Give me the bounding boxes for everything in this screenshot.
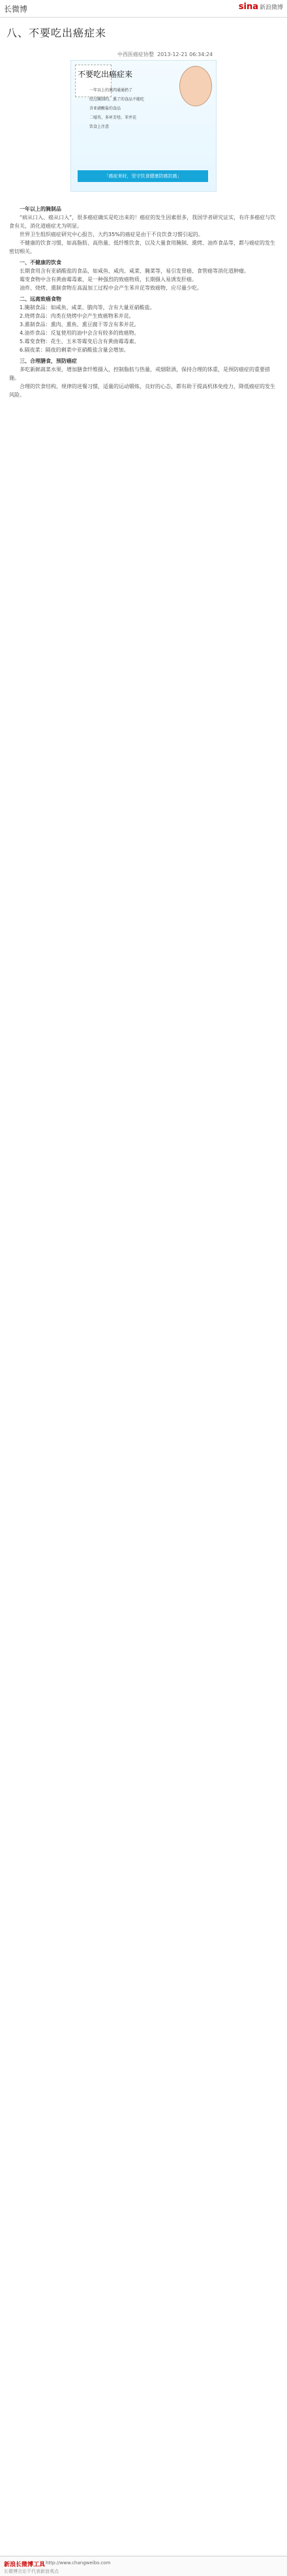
paragraph: 6.隔夜菜：隔夜的剩菜中亚硝酸盐含量会增加。	[20, 347, 129, 353]
hero-item: 饮食上注意	[89, 125, 110, 129]
hero-item: 二噁英、多环芳烃、苯并芘	[89, 115, 137, 120]
footer-brand: 新浪长微博工具	[4, 2562, 46, 2568]
hero-image	[70, 60, 217, 192]
footer-link[interactable]: http://www.changweibo.com	[46, 2560, 111, 2566]
paragraph: 油炸、烧烤、熏制食物在高温加工过程中会产生苯并芘等致癌物，应尽量少吃。	[20, 285, 202, 291]
article-byline: 中西医癌症协整 2013-12-21 06:34:24	[117, 52, 213, 57]
paragraph: 不健康的饮食习惯，如高脂肪、高热量、低纤维饮食，以及大量食用腌制、熏烤、油炸食品等，都与癌症的发生密切相关。	[9, 240, 275, 254]
page-footer	[0, 2556, 287, 2576]
paragraph: 1.腌制食品：如咸鱼、咸菜、腊肉等，含有大量亚硝酸盐。	[20, 305, 155, 311]
paragraph: 长期食用含有亚硝酸盐的食品，如咸鱼、咸肉、咸菜、腌菜等，易引发胃癌、食管癌等消化道肿瘤。	[20, 268, 249, 274]
hero-item: 含亚硝酸盐的食品	[89, 106, 121, 111]
section-heading: 二、远离致癌食物	[20, 296, 61, 302]
paragraph: 合理的饮食结构，规律的进餐习惯，适量的运动锻炼，良好的心态，都有助于提高机体免疫力，降低癌症的发生风险。	[9, 384, 275, 398]
hero-item: 经过腌制的，熏了的食品不能吃	[89, 97, 145, 102]
top-bar	[0, 0, 287, 18]
hero-item: 一年以上的熏肉通通扔了	[89, 88, 133, 93]
paragraph: 3.熏制食品：熏肉、熏鱼、熏豆腐干等含有苯并芘。	[20, 322, 140, 327]
paragraph: “病从口入、癌从口入”，很多癌症确实是吃出来的！癌症的发生因素很多，我国学者研究证实，有许多癌症与饮食有关，消化道癌症尤为明显。	[9, 215, 276, 229]
brand-logo[interactable]: sina 新浪微博	[238, 2, 283, 12]
hero-title: 不要吃出癌症来	[78, 70, 133, 79]
paragraph: 世界卫生组织癌症研究中心报告，大约35%的癌症是由于不良饮食习惯引起的。	[20, 232, 204, 237]
paragraph: 霉变食物中含有黄曲霉毒素，是一种强烈的致癌物质，长期摄入易诱发肝癌。	[20, 277, 197, 282]
app-label: 长微博	[4, 5, 28, 14]
article-title: 八、不要吃出癌症来	[7, 27, 107, 39]
section-heading: 一、不健康的饮食	[20, 260, 61, 265]
section-heading: 一年以上的腌制品	[20, 206, 61, 212]
article-body	[9, 202, 278, 399]
footer-note: 长微博言论不代表新浪观点	[4, 2569, 59, 2574]
section-heading: 三、合理膳食，预防癌症	[20, 358, 77, 364]
hero-banner: 「癌症来时，坚守饮食健康防癌抗癌」	[78, 170, 208, 182]
paragraph: 多吃新鲜蔬菜水果，增加膳食纤维摄入，控制脂肪与热量，戒烟限酒，保持合理的体重，是预防癌症的重要措施。	[9, 367, 270, 381]
paragraph: 5.霉变食物：花生、玉米等霉变后含有黄曲霉毒素。	[20, 339, 140, 344]
cartoon-character-icon	[179, 66, 212, 106]
paragraph: 2.烧烤食品：肉类在烧烤中会产生致癌物苯并芘。	[20, 313, 134, 319]
paragraph: 4.油炸食品：反复使用的油中会含有较多的致癌物。	[20, 330, 140, 336]
